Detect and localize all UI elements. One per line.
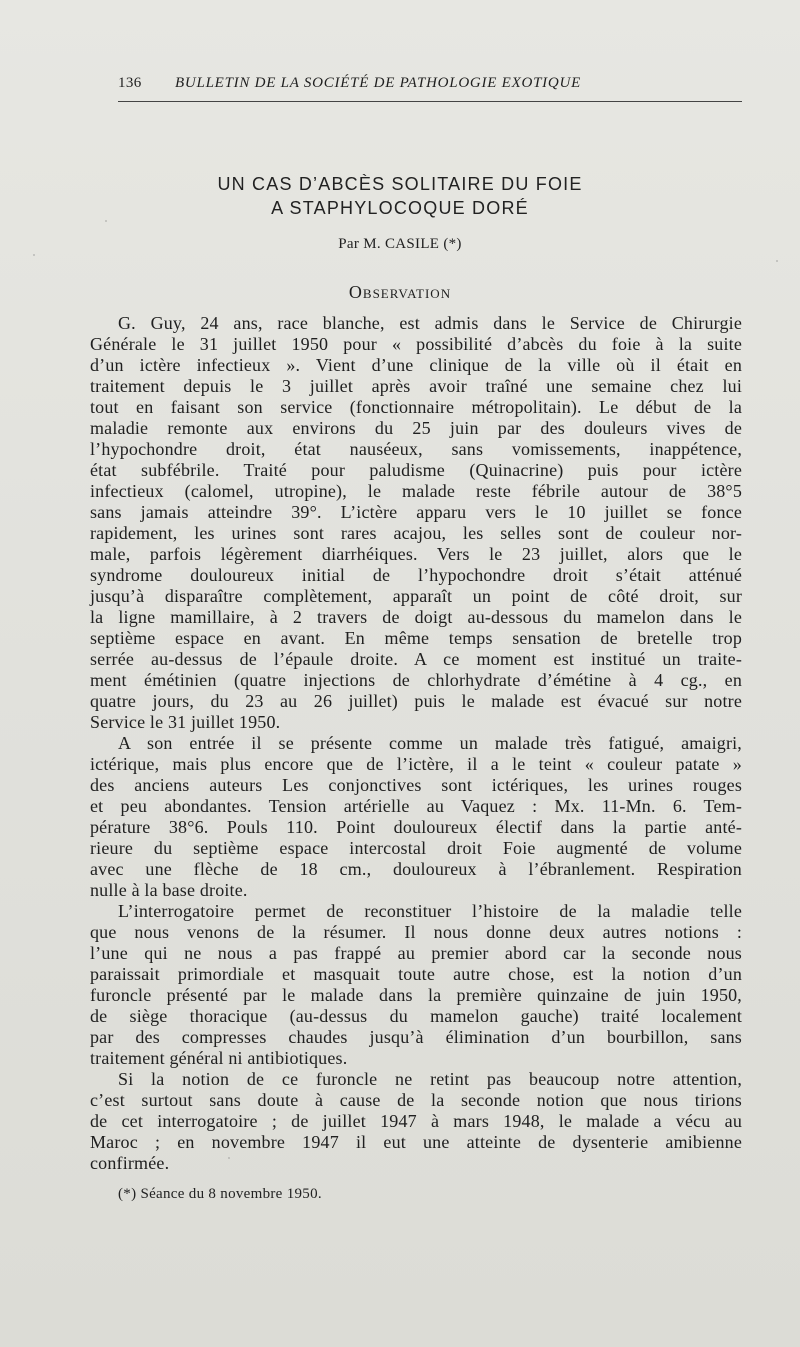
text-line: l’une qui ne nous a pas frappé au premier abord car la seconde nous: [90, 943, 742, 963]
text-line: la ligne mamillaire, à 2 travers de doigt au-dessous du mamelon dans le: [90, 607, 742, 627]
text-line: tout en faisant son service (fonctionnaire métropolitain). Le début de la: [90, 397, 742, 417]
paragraph: [90, 733, 742, 901]
running-head: [118, 75, 742, 95]
text-line: jusqu’à disparaître complètement, apparaît un point de côté droit, sur: [90, 586, 742, 606]
text-line: et peu abondantes. Tension artérielle au Vaquez : Mx. 11-Mn. 6. Tem-: [90, 796, 742, 816]
text-line: G. Guy, 24 ans, race blanche, est admis dans le Service de Chirurgie: [118, 313, 742, 333]
text-line: ictérique, mais plus encore que de l’ictère, il a le teint « couleur patate »: [90, 754, 742, 774]
text-line: de siège thoracique (au-dessus du mamelon gauche) traité localement: [90, 1006, 742, 1026]
author-byline: Par M. CASILE (*): [338, 236, 462, 252]
text-line: que nous venons de la résumer. Il nous donne deux autres notions :: [90, 922, 742, 942]
text-line: rieure du septième espace intercostal droit Foie augmenté de volume: [90, 838, 742, 858]
text-line: maladie remonte aux environs du 25 juin par des douleurs vives de: [90, 418, 742, 438]
text-line: traitement général ni antibiotiques.: [90, 1048, 348, 1068]
text-line: quatre jours, du 23 au 26 juillet) puis le malade est évacué sur notre: [90, 691, 742, 711]
text-line: Service le 31 juillet 1950.: [90, 712, 281, 732]
paragraph: [90, 313, 742, 733]
text-line: male, parfois légèrement diarrhéiques. Vers le 23 juillet, alors que le: [90, 544, 742, 564]
text-line: pérature 38°6. Pouls 110. Point douloureux électif dans la partie anté-: [90, 817, 742, 837]
text-line: des anciens auteurs Les conjonctives sont ictériques, les urines rouges: [90, 775, 742, 795]
paragraph: [90, 901, 742, 1069]
text-line: septième espace en avant. En même temps sensation de bretelle trop: [90, 628, 742, 648]
text-line: Si la notion de ce furoncle ne retint pas beaucoup notre attention,: [118, 1069, 742, 1089]
text-line: traitement depuis le 3 juillet après avoir traîné une semaine chez lui: [90, 376, 742, 396]
scan-speck: [105, 220, 107, 222]
text-line: d’un ictère infectieux ». Vient d’une clinique de la ville où il était en: [90, 355, 742, 375]
text-line: c’est surtout sans doute à cause de la seconde notion que nous tirions: [90, 1090, 742, 1110]
header-rule: [118, 101, 742, 102]
text-line: syndrome douloureux initial de l’hypochondre droit s’était atténué: [90, 565, 742, 585]
footnote: (*) Séance du 8 novembre 1950.: [118, 1186, 322, 1202]
text-line: par des compresses chaudes jusqu’à élimination d’un bourbillon, sans: [90, 1027, 742, 1047]
text-line: sans jamais atteindre 39°. L’ictère apparu vers le 10 juillet se fonce: [90, 502, 742, 522]
scan-speck: [776, 260, 778, 262]
text-line: confirmée.: [90, 1153, 170, 1173]
text-line: infectieux (calomel, utropine), le malade reste fébrile autour de 38°5: [90, 481, 742, 501]
text-line: L’interrogatoire permet de reconstituer l’histoire de la maladie telle: [118, 901, 742, 921]
text-line: Maroc ; en novembre 1947 il eut une atteinte de dysenterie amibienne: [90, 1132, 742, 1152]
text-line: Générale le 31 juillet 1950 pour « possibilité d’abcès du foie à la suite: [90, 334, 742, 354]
text-line: A son entrée il se présente comme un malade très fatigué, amaigri,: [118, 733, 742, 753]
article-title-line-1: UN CAS D’ABCÈS SOLITAIRE DU FOIE: [217, 174, 583, 194]
journal-title: BULLETIN DE LA SOCIÉTÉ DE PATHOLOGIE EXOTIQUE: [175, 75, 581, 91]
article-body: [90, 313, 742, 1174]
text-line: nulle à la base droite.: [90, 880, 248, 900]
text-line: l’hypochondre droit, état nauséeux, sans vomissements, inappétence,: [90, 439, 742, 459]
page-number: 136: [118, 75, 142, 91]
section-heading: Observation: [348, 282, 452, 302]
article-title-line-2: A STAPHYLOCOQUE DORÉ: [271, 198, 529, 218]
text-line: avec une flèche de 18 cm., douloureux à l’ébranlement. Respiration: [90, 859, 742, 879]
paragraph: [90, 1069, 742, 1174]
text-line: rapidement, les urines sont rares acajou, les selles sont de couleur nor-: [90, 523, 742, 543]
text-line: paraissait primordiale et masquait toute autre chose, est la notion d’un: [90, 964, 742, 984]
text-line: serrée au-dessus de l’épaule droite. A ce moment est institué un traite-: [90, 649, 742, 669]
text-line: furoncle présenté par le malade dans la première quinzaine de juin 1950,: [90, 985, 742, 1005]
text-line: de cet interrogatoire ; de juillet 1947 à mars 1948, le malade a vécu au: [90, 1111, 742, 1131]
text-line: état subfébrile. Traité pour paludisme (Quinacrine) puis pour ictère: [90, 460, 742, 480]
scan-speck: [228, 1157, 230, 1159]
scan-speck: [33, 254, 35, 256]
text-line: ment émétinien (quatre injections de chlorhydrate d’émétine à 4 cg., en: [90, 670, 742, 690]
